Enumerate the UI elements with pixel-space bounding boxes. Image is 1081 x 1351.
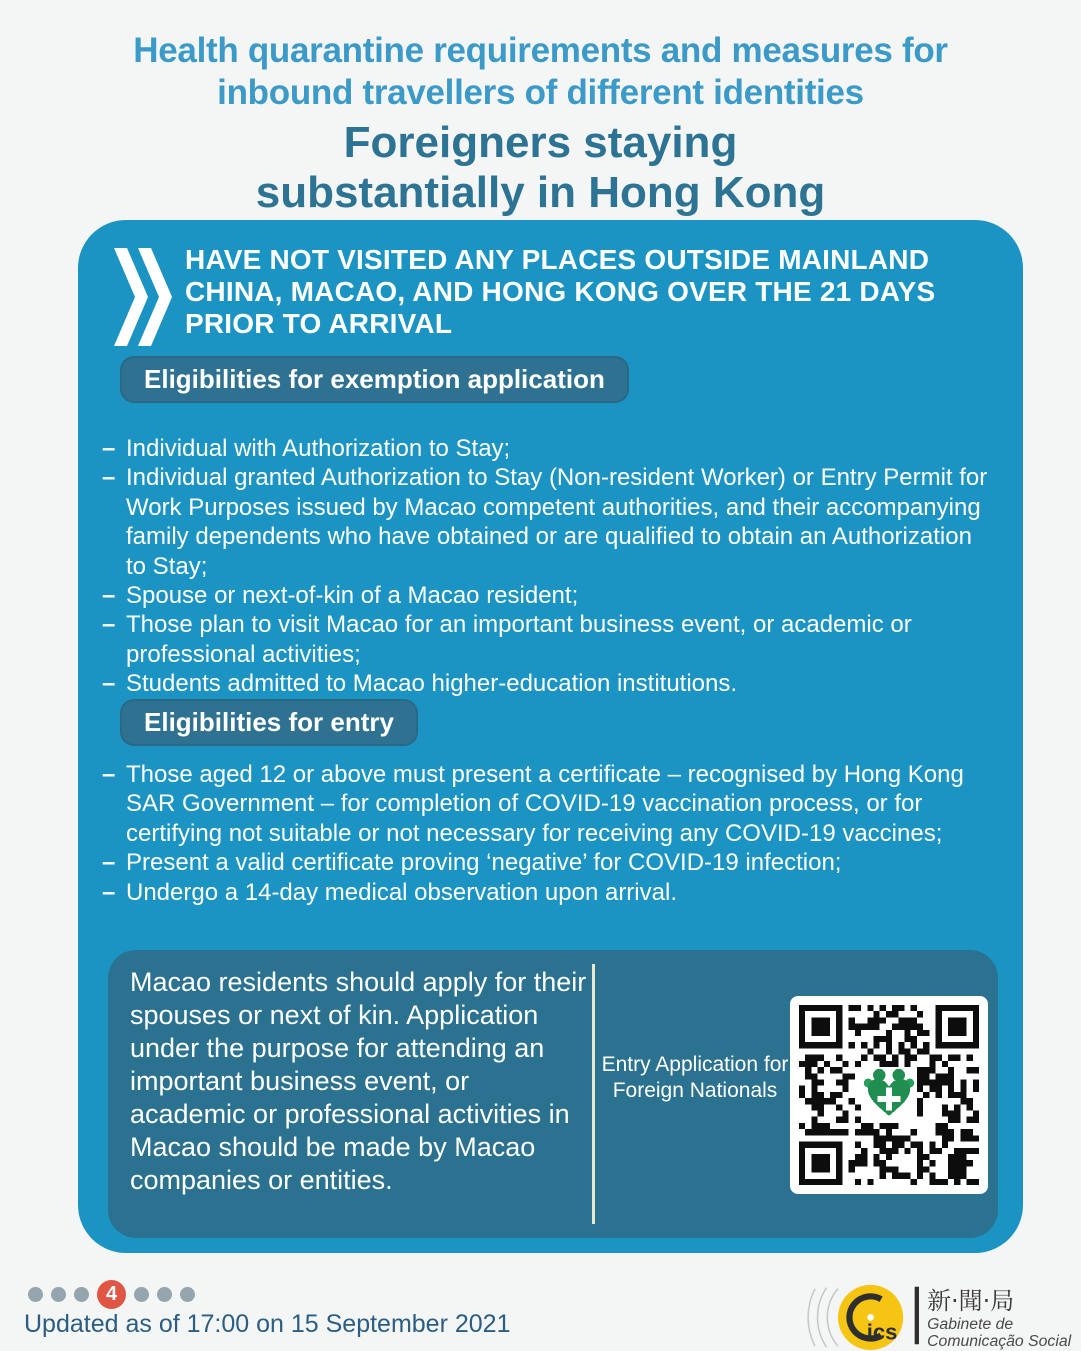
note-text: Macao residents should apply for their spouses or next of kin. Application under the purpose for attending an important business event, or academic or professional activities in Macao should be made by Macao companies or entities.: [130, 967, 587, 1195]
main-card: [78, 220, 1023, 1253]
list-item: – Undergo a 14-day medical observation upon arrival.: [100, 878, 988, 907]
logo-chinese-text: 新·聞·局: [927, 1286, 1015, 1315]
list-item: – Those plan to visit Macao for an important business event, or academic or professional activities;: [100, 610, 988, 669]
qr-code-image: [799, 1005, 979, 1185]
list-item: – Individual granted Authorization to Stay (Non-resident Worker) or Entry Permit for Work Purposes issued by Macao competent authorities, and their accompanying family dependents who have obtained or are qualified to obtain an Authorization to Stay;: [100, 463, 988, 581]
qr-code: [790, 996, 988, 1194]
logo-circle-text: ics: [866, 1319, 898, 1345]
page-title: Health quarantine requirements and measures for inbound travellers of different identities: [133, 31, 948, 112]
logo-pt-line1: Gabinete de: [927, 1315, 1014, 1333]
logo-pt-line2: Comunicação Social: [927, 1333, 1072, 1350]
gcs-logo: [786, 1281, 1074, 1351]
page-dot: [51, 1287, 66, 1302]
page-indicator: [28, 1280, 195, 1309]
list-item: – Students admitted to Macao higher-education institutions.: [100, 669, 988, 698]
page-dot: [28, 1287, 43, 1302]
qr-label: Entry Application for Foreign Nationals: [601, 1053, 789, 1102]
list-item: – Present a valid certificate proving ‘negative’ for COVID-19 infection;: [100, 848, 988, 877]
exemption-list: [100, 434, 988, 699]
card-header: HAVE NOT VISITED ANY PLACES OUTSIDE MAINLAND CHINA, MACAO, AND HONG KONG OVER THE 21 DAYS PRIOR TO ARRIVAL: [185, 244, 936, 339]
note-box: [108, 950, 998, 1238]
divider: [592, 964, 595, 1224]
current-page-badge: 4: [97, 1280, 126, 1309]
list-item: – Spouse or next-of-kin of a Macao resident;: [100, 581, 988, 610]
exemption-section-label: Eligibilities for exemption application: [120, 356, 629, 403]
list-item: – Individual with Authorization to Stay;: [100, 434, 988, 463]
page-dot: [157, 1287, 172, 1302]
list-item: – Those aged 12 or above must present a certificate – recognised by Hong Kong SAR Government – for completion of COVID-19 vaccination process, or for certifying not suitable or not necessary for receiving any COVID-19 vaccines;: [100, 760, 988, 848]
page-dot: [134, 1287, 149, 1302]
page-subtitle: Foreigners staying substantially in Hong Kong: [255, 118, 826, 217]
broadcast-arcs-icon: [808, 1288, 838, 1347]
updated-timestamp: Updated as of 17:00 on 15 September 2021: [24, 1310, 511, 1338]
page-dot: [180, 1287, 195, 1302]
entry-list: [100, 760, 988, 907]
page-dot: [74, 1287, 89, 1302]
double-chevron-icon: [112, 246, 172, 353]
entry-section-label: Eligibilities for entry: [120, 699, 418, 746]
